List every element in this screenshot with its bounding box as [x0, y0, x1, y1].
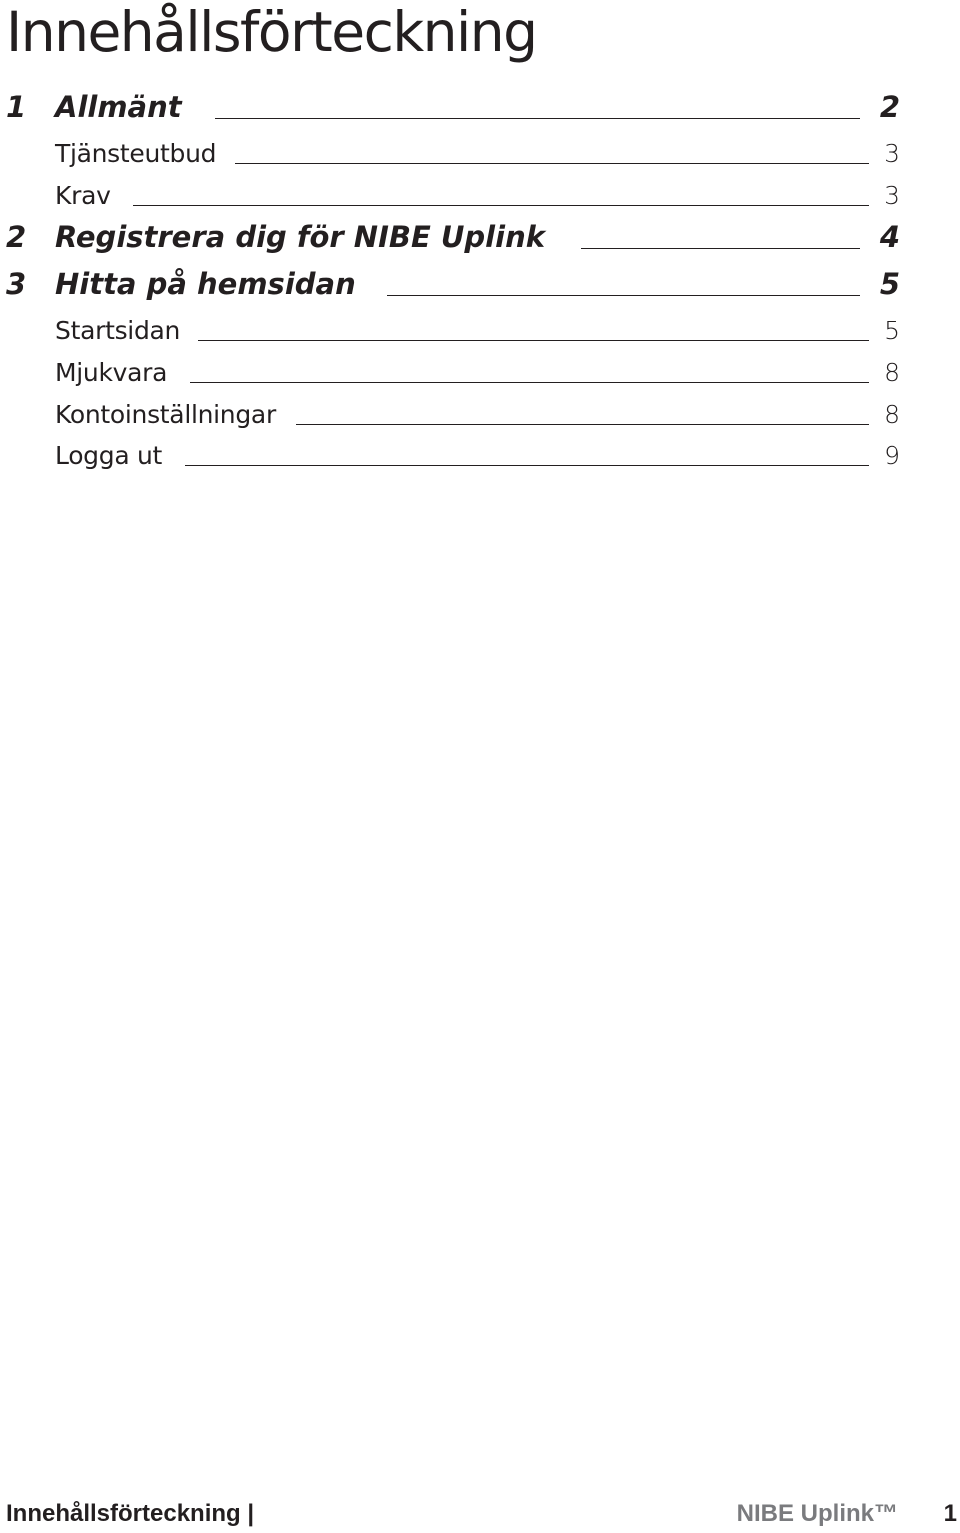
toc-entry-title: Mjukvara: [55, 358, 168, 387]
toc-entry-title: Registrera dig för NIBE Uplink: [55, 220, 545, 254]
toc-leader-line: [190, 382, 869, 383]
toc-entry-kontoinstallningar[interactable]: [0, 390, 960, 430]
toc-page-number: 8: [884, 358, 900, 387]
toc-page-number: 3: [884, 139, 900, 168]
toc-chapter-number: 1: [6, 90, 27, 124]
toc-entry-title: Krav: [55, 181, 111, 210]
toc-entry-allmant[interactable]: [0, 84, 960, 124]
toc-chapter-number: 3: [6, 267, 27, 301]
toc-leader-line: [215, 118, 860, 119]
toc-entry-title: Tjänsteutbud: [55, 139, 217, 168]
toc-leader-line: [185, 465, 869, 466]
toc-entry-title: Hitta på hemsidan: [55, 267, 356, 301]
page-footer: [0, 1497, 960, 1531]
toc-chapter-number: 2: [6, 220, 27, 254]
toc-leader-line: [198, 340, 869, 341]
toc-page-number: 8: [884, 400, 900, 429]
toc-leader-line: [235, 163, 869, 164]
toc-leader-line: [296, 424, 869, 425]
toc-page-number: 4: [879, 220, 900, 254]
toc-entry-startsidan[interactable]: [0, 306, 960, 346]
toc-entry-title: Allmänt: [55, 90, 182, 124]
footer-brand: NIBE Uplink™: [736, 1500, 898, 1527]
toc-entry-hitta[interactable]: [0, 261, 960, 301]
toc-page-number: 9: [884, 441, 900, 470]
toc-page-number: 3: [884, 181, 900, 210]
footer-page-number: 1: [943, 1500, 957, 1527]
toc-entry-tjansteutbud[interactable]: [0, 129, 960, 169]
toc-page-number: 2: [879, 90, 900, 124]
toc-entry-mjukvara[interactable]: [0, 348, 960, 388]
footer-section-label: Innehållsförteckning |: [6, 1500, 255, 1527]
toc-entry-registrera[interactable]: [0, 214, 960, 254]
toc-leader-line: [387, 295, 860, 296]
toc-entry-krav[interactable]: [0, 171, 960, 211]
toc-entry-title: Logga ut: [55, 441, 163, 470]
toc-leader-line: [581, 248, 860, 249]
toc-entry-title: Kontoinställningar: [55, 400, 276, 429]
toc-page-number: 5: [884, 316, 900, 345]
toc-leader-line: [133, 205, 869, 206]
toc-entry-title: Startsidan: [55, 316, 181, 345]
page-title: Innehållsförteckning: [6, 0, 537, 64]
toc-page-number: 5: [879, 267, 900, 301]
toc-entry-logga-ut[interactable]: [0, 431, 960, 471]
